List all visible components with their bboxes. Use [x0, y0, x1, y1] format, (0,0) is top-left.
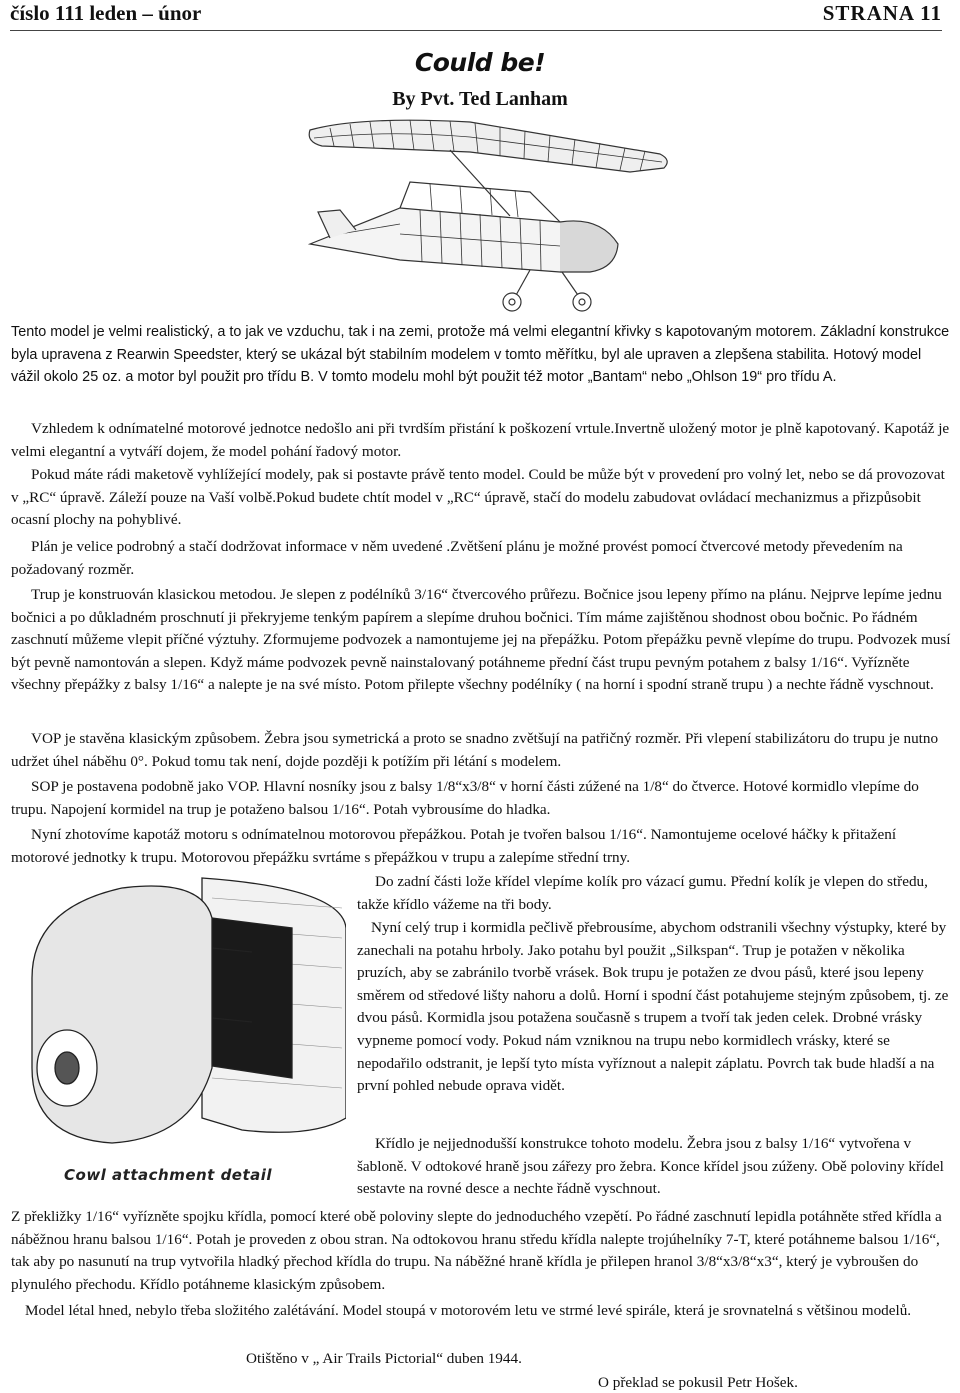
article-title: Could be!	[414, 48, 546, 77]
paragraph-wing: Křídlo je nejjednodušší konstrukce tohoto modelu. Žebra jsou z balsy 1/16“ vytvořena v šabloně. V odtokové hraně jsou zářezy pro žebra. Konce křídel jsou zúženy. Obě poloviny křídel sestavte na rovné desce a nechte řádně vyschnout.	[357, 1135, 944, 1198]
page-number: STRANA 11	[822, 1, 942, 25]
paragraph-options: Pokud máte rádi maketově vyhlížející modely, pak si postavte právě tento model. Could be může být v provedení pro volný let, nebo se dá provozovat v „RC“ úpravě. Záleží pouze na Vaší volbě.Pokud budete chtít model v „RC“ úpravě, stačí do modelu zabudovat ovládací mechanizmus a přizpůsobit ocasní plochy na pohyblivé.	[11, 466, 945, 529]
source-credit: Otištěno v „ Air Trails Pictorial“ duben 1944.	[246, 1350, 522, 1367]
paragraph-sop: SOP je postavena podobně jako VOP. Hlavní nosníky jsou z balsy 1/8“x3/8“ v horní části zúžené na 1/8“ do čtverce. Hotové kormidlo vlepíme do trupu. Napojení kormidel na trup je potaženo balsou 1/16“. Potah vybrousíme do hladka.	[11, 778, 919, 818]
translator-credit: O překlad se pokusil Petr Hošek.	[598, 1374, 798, 1391]
paragraph-intro: Tento model je velmi realistický, a to jak ve vzduchu, tak i na zemi, protože má velmi elegantní křivky s kapotovaným motorem. Základní konstrukce byla upravena z Rearwin Speedster, který se ukázal být stabilním modelem v tomto měřítku, byl ale upraven a zlepšena stabilita. Hotový model vážil okolo 25 oz. a motor byl použit pro třídu B. V tomto modelu mohl být použit též motor „Bantam“ nebo „Ohlson 19“ pro třídu A.	[11, 324, 950, 386]
cowl-drawing	[12, 868, 346, 1194]
article-byline: By Pvt. Ted Lanham	[392, 88, 568, 110]
page-header	[10, 0, 942, 30]
cowl-caption: Cowl attachment detail	[64, 1166, 273, 1184]
header-rule	[10, 30, 942, 31]
issue-label: číslo 111 leden – únor	[10, 1, 202, 25]
paragraph-covering: Nyní celý trup i kormidla pečlivě přebrousíme, abychom odstranili všechny výstupky, které by zanechali na potahu hrboly. Jako potahu byl použit „Silkspan“. Trup je potažen v několika pruzích, aby se zabránilo tvorbě vrásek. Bok trupu je potažen ze dvou pásů, které jsou lepeny směrem od středové lišty nahoru a dolů. Horní i spodní část potahujeme stejným způsobem, tj. ze dvou pásů. Kormidla jsou potažena současně s trupem a tvoří tak jeden celek. Drobné vrásky vypneme pomocí vody. Pokud nám vzniknou na trupu nebo kormidlech vrásky, které se nepodařilo odstranit, je lepší tyto místa vyříznout a nalepit záplatu. Povrch tak bude hladší a na první pohled nebude oprava vidět.	[357, 919, 949, 1095]
paragraph-vop: VOP je stavěna klasickým způsobem. Žebra jsou symetrická a proto se snadno zvětšují na patřičný rozměr. Při vlepení stabilizátoru do trupu je nutno udržet úhel náběhu 0°. Pokud tomu tak není, dojde později k potížím při létání s modelem.	[11, 730, 939, 770]
paragraph-flight: Model létal hned, nebylo třeba složitého zalétávání. Model stoupá v motorovém letu ve strmé levé spirále, která je srovnatelná s většinou modelů.	[25, 1302, 912, 1319]
paragraph-plan: Plán je velice podrobný a stačí dodržovat informace v něm uvedené .Zvětšení plánu je možné provést pomocí čtvercové metody převedením na požadovaný rozměr.	[11, 538, 903, 578]
cowl-illustration	[12, 868, 346, 1194]
paragraph-fuselage: Trup je konstruován klasickou metodou. Je slepen z podélníků 3/16“ čtvercového průřezu. Bočnice jsou lepeny přímo na plánu. Nejprve lepíme jednu bočnici a po důkladném proschnutí ji překryjeme tenkým papírem a slepíme druhou bočnici. Tím máme zajištěnou shodnost obou bočnic. Po řádném zaschnutí můžeme vlepit příčné výztuhy. Zformujeme podvozek a namontujeme jej na přepážku. Potom přepážku pevně vlepíme do trupu. Podvozek musí být pevně namontován a slepen. Když máme podvozek pevně nainstalovaný potáhneme přední část trupu pevným potahem z balsy 1/16“. Vyřízněte všechny přepážky z balsy 1/16“ a nalepte je na své místo. Potom přilepte všechny podélníky ( na horní i spodní straně trupu ) a nechte řádně vyschnout.	[11, 586, 951, 694]
airplane-illustration	[300, 112, 680, 317]
paragraph-wing-joiner: Z překližky 1/16“ vyřízněte spojku křídla, pomocí které obě poloviny slepte do jednoduchého vzepětí. Po řádné zaschnutí lepidla potáhněte střed křídla a náběžnou hranu balsou 1/16“. Potah je proveden z obou stran. Na odtokovou hranu středu křídla nalepte trojúhelníky 7-T, které potáhneme balsou 1/16“, tak aby po nasunutí na trup vytvořila hladký přechod křídla do trupu. Na náběžné hraně křídla je přilepen hranol 3/8“x3/8“x3“, který je vybroušen do plynulého přechodu. Křídlo potáhneme klasickým způsobem.	[11, 1208, 942, 1293]
paragraph-wing-mount: Do zadní části lože křídel vlepíme kolík pro vázací gumu. Přední kolík je vlepen do středu, takže křídlo vážeme na tři body.	[357, 873, 928, 913]
paragraph-cowl: Nyní zhotovíme kapotáž motoru s odnímatelnou motorovou přepážkou. Potah je tvořen balsou 1/16“. Namontujeme ocelové háčky k přitažení motorové jednotky k trupu. Motorovou přepážku svrtáme s přepážkou v trupu a zalepíme střední trny.	[11, 826, 897, 866]
paragraph-engine: Vzhledem k odnímatelné motorové jednotce nedošlo ani při tvrdším přistání k poškození vrtule.Invertně uložený motor je plně kapotovaný. Kapotáž je velmi elegantní a vytváří dojem, že model pohání řadový motor.	[11, 420, 950, 460]
